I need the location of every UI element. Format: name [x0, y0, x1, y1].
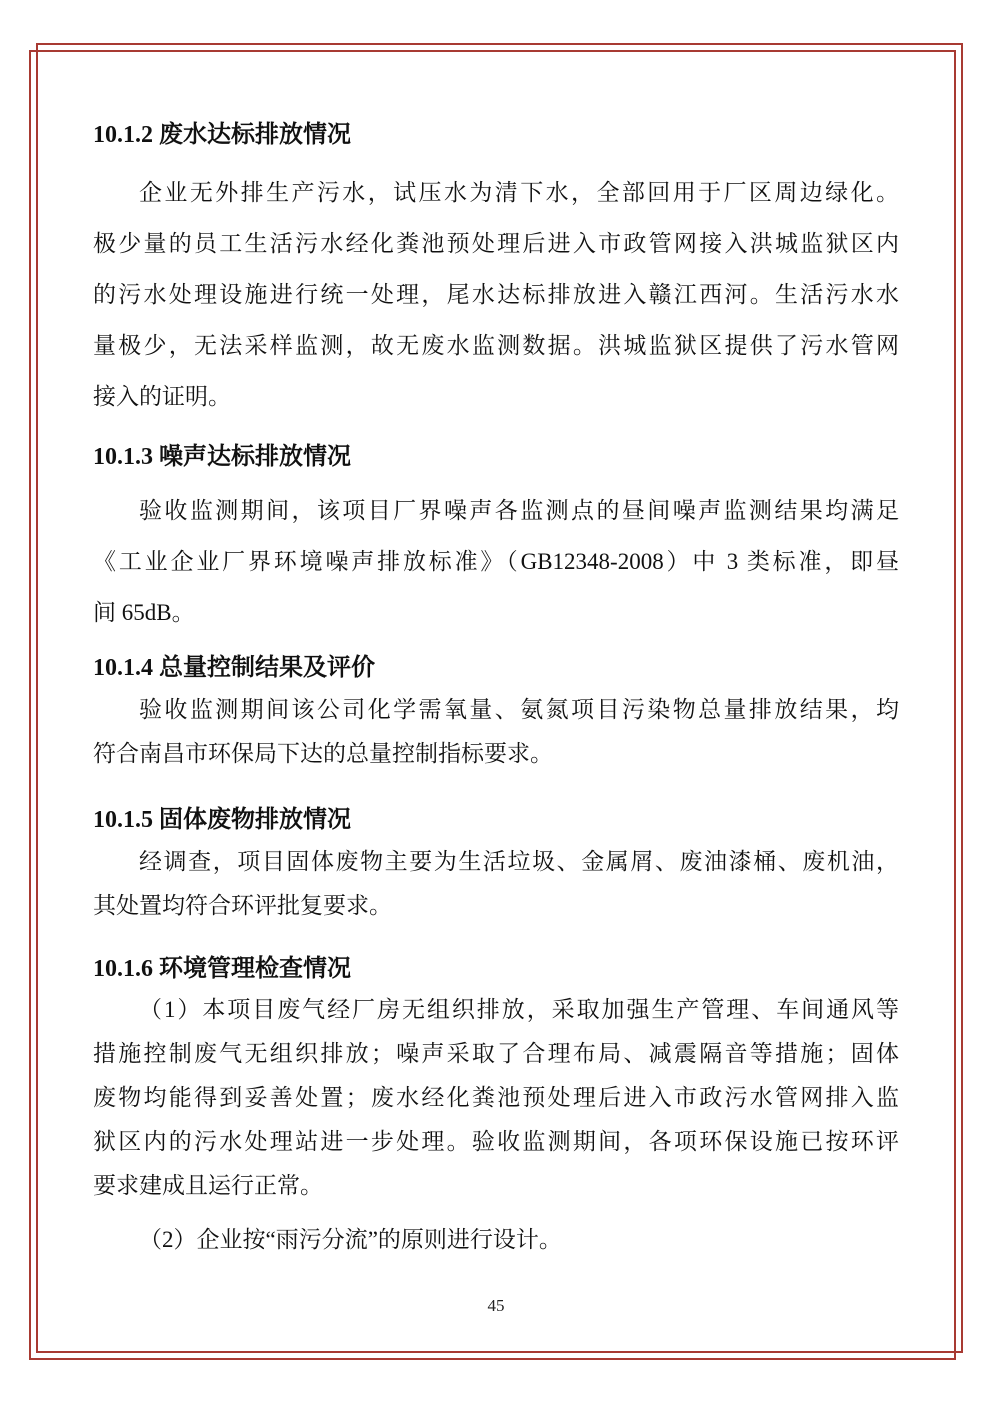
- paragraph: [93, 840, 899, 928]
- paragraph-line: 企业无外排生产污水，试压水为清下水，全部回用于厂区周边绿化。: [139, 180, 899, 205]
- paragraph-line: 其处置均符合环评批复要求。: [93, 893, 392, 918]
- paragraph-line: 狱区内的污水处理站进一步处理。验收监测期间，各项环保设施已按环评: [93, 1129, 899, 1154]
- paragraph-line: 接入的证明。: [93, 384, 231, 409]
- paragraph-line: （2）企业按“雨污分流”的原则进行设计。: [139, 1227, 562, 1252]
- section-heading: 10.1.2 废水达标排放情况: [93, 122, 351, 148]
- section-wastewater-discharge: [93, 120, 899, 422]
- paragraph-line: 废物均能得到妥善处置；废水经化粪池预处理后进入市政污水管网排入监: [93, 1085, 899, 1110]
- section-heading: 10.1.6 环境管理检查情况: [93, 956, 351, 982]
- section-total-quantity-control: [93, 653, 899, 776]
- paragraph-line: 经调查，项目固体废物主要为生活垃圾、金属屑、废油漆桶、废机油，: [139, 849, 899, 874]
- paragraph: [93, 485, 899, 638]
- paragraph-line: 间 65dB。: [93, 600, 195, 625]
- section-environmental-management: [93, 954, 899, 1262]
- paragraph: [93, 988, 899, 1208]
- paragraph-line: 要求建成且运行正常。: [93, 1173, 323, 1198]
- paragraph-line: 符合南昌市环保局下达的总量控制指标要求。: [93, 741, 553, 766]
- page-content: [93, 120, 899, 1262]
- paragraph-line: 验收监测期间该公司化学需氧量、氨氮项目污染物总量排放结果，均: [139, 697, 899, 722]
- paragraph: [93, 688, 899, 776]
- paragraph-line: 《工业企业厂界环境噪声排放标准》（GB12348-2008）中 3 类标准，即昼: [93, 549, 899, 574]
- paragraph: [93, 1218, 899, 1262]
- page-number: 45: [487, 1296, 505, 1315]
- paragraph: [93, 167, 899, 422]
- paragraph-line: 措施控制废气无组织排放；噪声采取了合理布局、减震隔音等措施；固体: [93, 1041, 899, 1066]
- section-heading: 10.1.5 固体废物排放情况: [93, 807, 351, 833]
- section-heading: 10.1.4 总量控制结果及评价: [93, 655, 375, 681]
- paragraph-line: 量极少，无法采样监测，故无废水监测数据。洪城监狱区提供了污水管网: [93, 333, 899, 358]
- section-noise-compliance: [93, 442, 899, 638]
- paragraph-line: 的污水处理设施进行统一处理，尾水达标排放进入赣江西河。生活污水水: [93, 282, 899, 307]
- section-solid-waste: [93, 805, 899, 928]
- paragraph-line: 验收监测期间，该项目厂界噪声各监测点的昼间噪声监测结果均满足: [139, 498, 899, 523]
- paragraph-line: 极少量的员工生活污水经化粪池预处理后进入市政管网接入洪城监狱区内: [93, 231, 899, 256]
- section-heading: 10.1.3 噪声达标排放情况: [93, 444, 351, 470]
- paragraph-line: （1）本项目废气经厂房无组织排放，采取加强生产管理、车间通风等: [139, 997, 899, 1022]
